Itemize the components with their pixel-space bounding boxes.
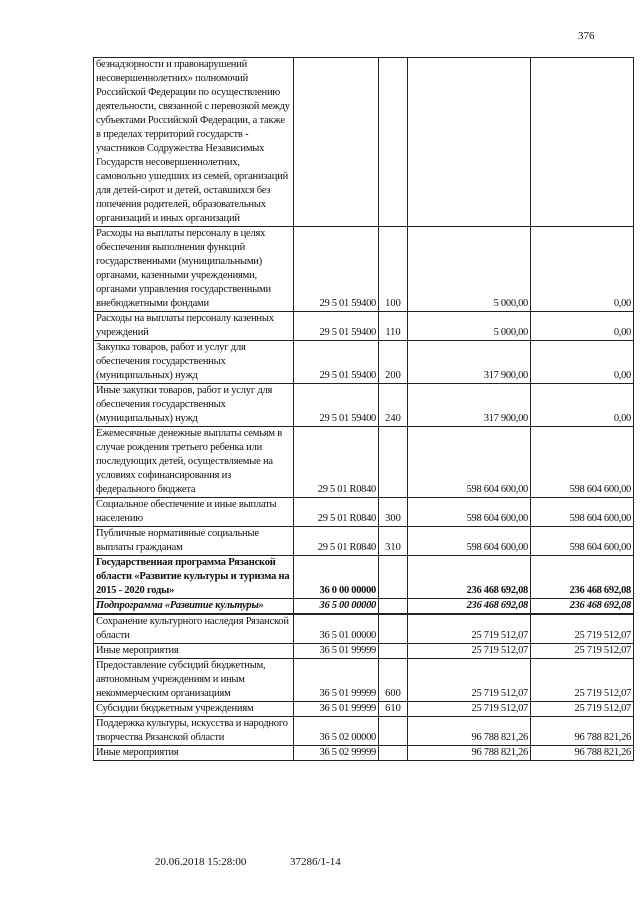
table-row <box>94 427 634 498</box>
row-name: Расходы на выплаты персоналу в целях обеспечения выполнения функций государственными (муниципальными) органами, казенными учреждениями, органами управления государственными внебюджетными фондами <box>94 227 294 312</box>
table-row-program <box>94 556 634 599</box>
row-value-2: 0,00 <box>531 341 634 384</box>
table-row <box>94 498 634 527</box>
row-code: 36 5 02 00000 <box>294 717 379 746</box>
row-code: 36 5 01 00000 <box>294 614 379 644</box>
row-code: 29 5 01 R0840 <box>294 527 379 556</box>
row-value-2: 25 719 512,07 <box>531 614 634 644</box>
row-vr: 600 <box>379 659 408 702</box>
row-value-1: 96 788 821,26 <box>408 717 531 746</box>
table-row <box>94 746 634 761</box>
row-name: безнадзорности и правонарушений несовершеннолетних» полномочий Российской Федерации по осуществлению деятельности, связанной с перевозкой между субъектами Российской Федерации, а также в пределах территорий государств - участников Содружества Независимых Государств несовершеннолетних, самовольно ушедших из семей, организаций для детей-сирот и детей, оставшихся без попечения родителей, образовательных организаций и иных организаций <box>94 58 294 227</box>
row-name: Поддержка культуры, искусства и народного творчества Рязанской области <box>94 717 294 746</box>
row-vr: 240 <box>379 384 408 427</box>
row-name: Иные закупки товаров, работ и услуг для обеспечения государственных (муниципальных) нужд <box>94 384 294 427</box>
row-value-1: 96 788 821,26 <box>408 746 531 761</box>
row-value-1: 598 604 600,00 <box>408 527 531 556</box>
row-vr: 110 <box>379 312 408 341</box>
table-row <box>94 527 634 556</box>
table-row-subprogram <box>94 599 634 615</box>
row-name: Иные мероприятия <box>94 644 294 659</box>
row-vr <box>379 717 408 746</box>
row-value-2: 25 719 512,07 <box>531 702 634 717</box>
table-row <box>94 644 634 659</box>
row-value-2: 236 468 692,08 <box>531 599 634 615</box>
row-code: 36 0 00 00000 <box>294 556 379 599</box>
row-code: 29 5 01 59400 <box>294 227 379 312</box>
row-value-2: 236 468 692,08 <box>531 556 634 599</box>
row-code <box>294 58 379 227</box>
row-code: 36 5 01 99999 <box>294 659 379 702</box>
row-name: Государственная программа Рязанской области «Развитие культуры и туризма на 2015 - 2020 годы» <box>94 556 294 599</box>
row-vr: 100 <box>379 227 408 312</box>
row-name: Субсидии бюджетным учреждениям <box>94 702 294 717</box>
row-vr <box>379 556 408 599</box>
row-code: 36 5 01 99999 <box>294 644 379 659</box>
row-value-1: 598 604 600,00 <box>408 498 531 527</box>
row-vr <box>379 614 408 644</box>
row-value-2: 598 604 600,00 <box>531 527 634 556</box>
row-name: Сохранение культурного наследия Рязанской области <box>94 614 294 644</box>
row-value-1: 25 719 512,07 <box>408 702 531 717</box>
row-code: 36 5 00 00000 <box>294 599 379 615</box>
row-name: Закупка товаров, работ и услуг для обеспечения государственных (муниципальных) нужд <box>94 341 294 384</box>
row-value-1: 5 000,00 <box>408 312 531 341</box>
table-row <box>94 614 634 644</box>
table-row <box>94 58 634 227</box>
row-value-1: 5 000,00 <box>408 227 531 312</box>
row-code: 29 5 01 59400 <box>294 312 379 341</box>
table-row <box>94 227 634 312</box>
table-row <box>94 384 634 427</box>
row-vr <box>379 58 408 227</box>
row-vr <box>379 644 408 659</box>
row-value-1: 317 900,00 <box>408 341 531 384</box>
row-vr <box>379 427 408 498</box>
row-value-2: 25 719 512,07 <box>531 644 634 659</box>
row-vr: 310 <box>379 527 408 556</box>
row-value-1: 236 468 692,08 <box>408 556 531 599</box>
row-name: Подпрограмма «Развитие культуры» <box>94 599 294 615</box>
row-name: Ежемесячные денежные выплаты семьям в случае рождения третьего ребенка или последующих детей, осуществляемые на условиях софинансирования из федерального бюджета <box>94 427 294 498</box>
table-row <box>94 312 634 341</box>
row-value-1: 317 900,00 <box>408 384 531 427</box>
row-name: Социальное обеспечение и иные выплаты населению <box>94 498 294 527</box>
row-code: 36 5 02 99999 <box>294 746 379 761</box>
row-code: 29 5 01 59400 <box>294 341 379 384</box>
row-value-2: 0,00 <box>531 312 634 341</box>
row-name: Предоставление субсидий бюджетным, автономным учреждениям и иным некоммерческим организациям <box>94 659 294 702</box>
row-code: 36 5 01 99999 <box>294 702 379 717</box>
row-value-2: 598 604 600,00 <box>531 427 634 498</box>
row-name: Иные мероприятия <box>94 746 294 761</box>
row-value-2: 96 788 821,26 <box>531 717 634 746</box>
row-name: Расходы на выплаты персоналу казенных учреждений <box>94 312 294 341</box>
row-value-1: 236 468 692,08 <box>408 599 531 615</box>
row-value-2: 0,00 <box>531 227 634 312</box>
row-value-2 <box>531 58 634 227</box>
row-vr: 300 <box>379 498 408 527</box>
footer-datetime: 20.06.2018 15:28:00 <box>155 856 247 868</box>
row-code: 29 5 01 59400 <box>294 384 379 427</box>
row-value-2: 598 604 600,00 <box>531 498 634 527</box>
budget-table <box>93 57 634 761</box>
row-value-1: 598 604 600,00 <box>408 427 531 498</box>
row-vr <box>379 599 408 615</box>
footer-doc-code: 37286/1-14 <box>290 856 341 868</box>
row-name: Публичные нормативные социальные выплаты гражданам <box>94 527 294 556</box>
row-code: 29 5 01 R0840 <box>294 427 379 498</box>
table-row <box>94 717 634 746</box>
row-vr: 610 <box>379 702 408 717</box>
row-value-1: 25 719 512,07 <box>408 614 531 644</box>
row-vr: 200 <box>379 341 408 384</box>
row-value-2: 0,00 <box>531 384 634 427</box>
row-value-1: 25 719 512,07 <box>408 659 531 702</box>
row-value-1 <box>408 58 531 227</box>
table-row <box>94 702 634 717</box>
row-value-2: 25 719 512,07 <box>531 659 634 702</box>
row-value-2: 96 788 821,26 <box>531 746 634 761</box>
table-row <box>94 341 634 384</box>
row-value-1: 25 719 512,07 <box>408 644 531 659</box>
table-row <box>94 659 634 702</box>
row-code: 29 5 01 R0840 <box>294 498 379 527</box>
row-vr <box>379 746 408 761</box>
page-number: 376 <box>578 30 595 42</box>
